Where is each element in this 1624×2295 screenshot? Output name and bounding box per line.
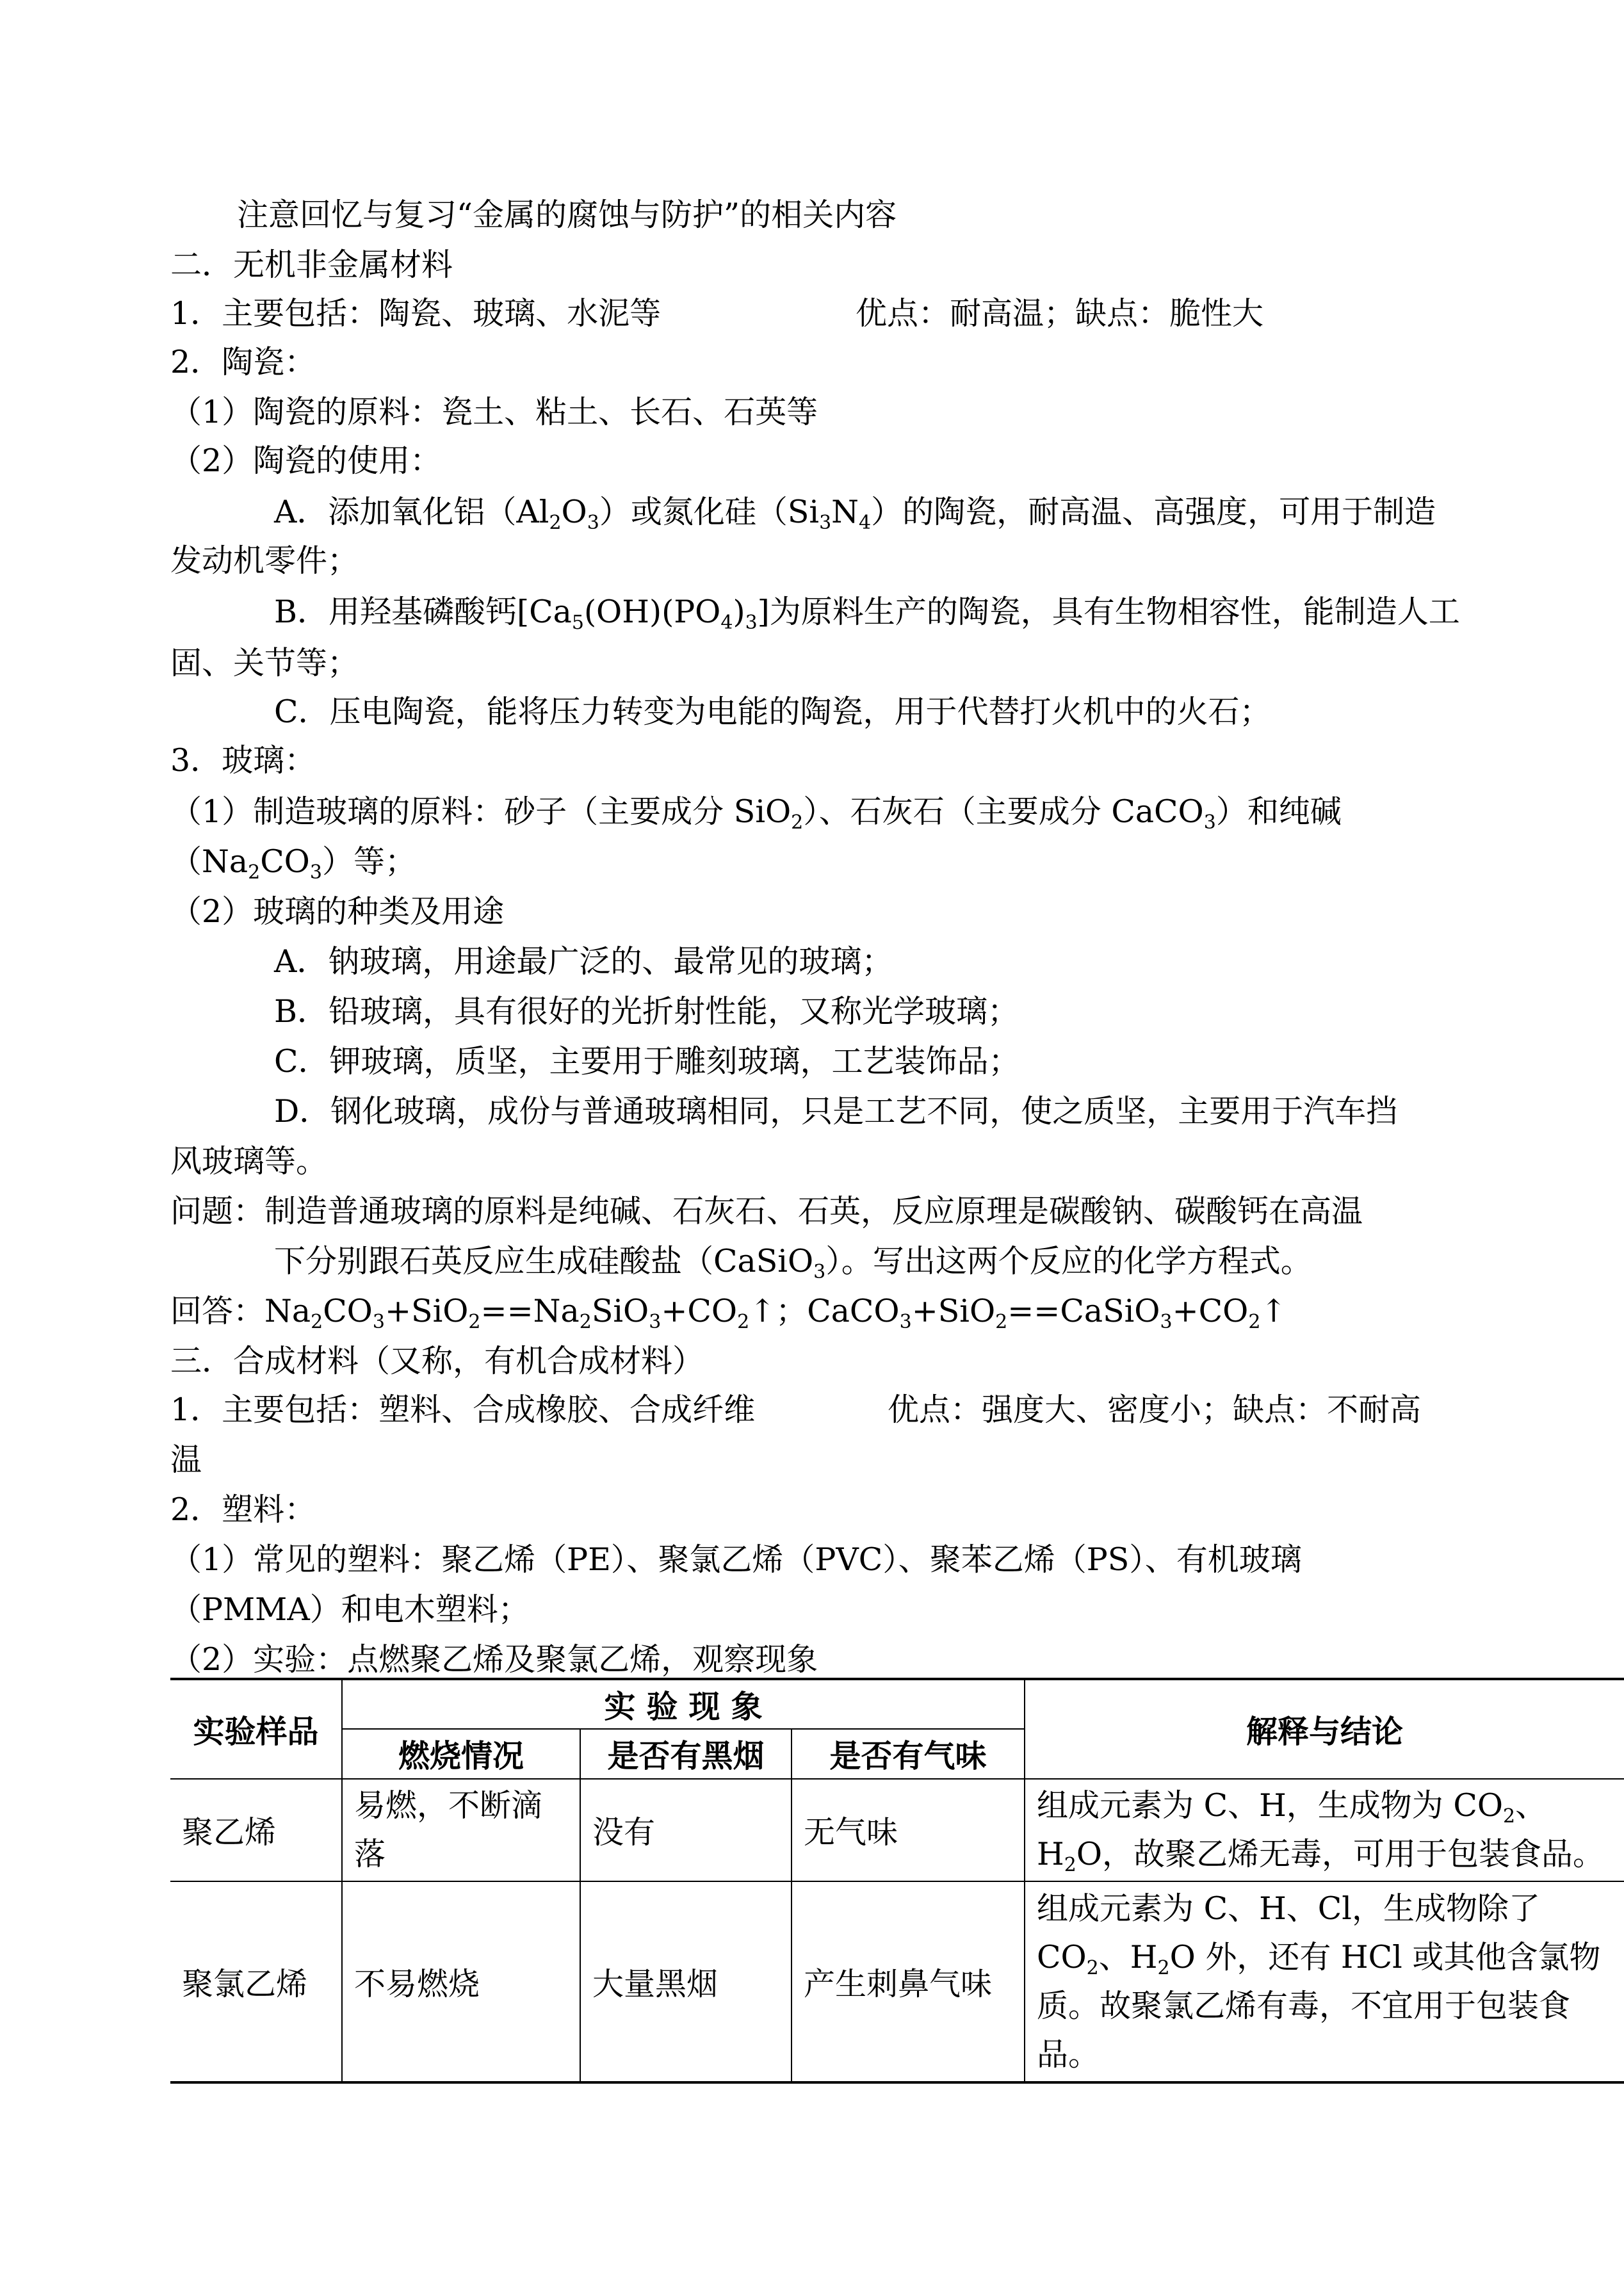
text-span: +CO bbox=[1172, 1293, 1249, 1329]
text-line: （PMMA）和电木塑料； bbox=[170, 1591, 530, 1628]
text-line bbox=[274, 487, 1555, 538]
text-line: D．钢化玻璃，成份与普通玻璃相同，只是工艺不同，使之质坚，主要用于汽车挡 bbox=[274, 1093, 1398, 1130]
text-span: ）和纯碱 bbox=[1215, 793, 1342, 830]
header-black-smoke: 是否有黑烟 bbox=[580, 1729, 792, 1779]
text-line: （1）常见的塑料：聚乙烯（PE）、聚氯乙烯（PVC）、聚苯乙烯（PS）、有机玻璃 bbox=[170, 1541, 1302, 1578]
cell-burning: 不易燃烧 bbox=[342, 1881, 580, 2082]
text-span: +CO bbox=[661, 1293, 738, 1329]
experiment-table bbox=[170, 1678, 1624, 2084]
cell-conclusion bbox=[1025, 1779, 1624, 1881]
section-heading: 二．无机非金属材料 bbox=[170, 247, 453, 283]
text-span: +SiO bbox=[384, 1293, 469, 1329]
text-span: ↑；CaCO bbox=[749, 1293, 900, 1329]
text-line: A．钠玻璃，用途最广泛的、最常见的玻璃； bbox=[274, 943, 893, 980]
subscript: 2 bbox=[311, 1311, 323, 1333]
text-span: +SiO bbox=[911, 1293, 996, 1329]
text-span: CO bbox=[260, 843, 310, 880]
text-span: O bbox=[561, 494, 587, 530]
subscript: 4 bbox=[859, 512, 872, 534]
table-row bbox=[170, 1779, 1624, 1881]
text-line: 注意回忆与复习“金属的腐蚀与防护”的相关内容 bbox=[237, 197, 897, 233]
cell-sample: 聚乙烯 bbox=[170, 1779, 342, 1881]
subscript: 3 bbox=[819, 512, 832, 534]
subscript: 2 bbox=[1503, 1805, 1516, 1828]
subscript: 3 bbox=[899, 1311, 912, 1333]
text-span: ）的陶瓷，耐高温、高强度，可用于制造 bbox=[871, 494, 1436, 530]
text-span: O，故聚乙烯无毒，可用于包装食品。 bbox=[1076, 1836, 1604, 1872]
text-span: O 外，还有 HCl 或其他含氯物质。故聚氯乙烯有毒，不宜用于包装食品。 bbox=[1037, 1938, 1601, 2073]
text-span: 优点：耐高温；缺点：脆性大 bbox=[856, 295, 1264, 332]
subscript: 2 bbox=[1086, 1956, 1099, 1979]
text-line: B．铅玻璃，具有很好的光折射性能，又称光学玻璃； bbox=[274, 993, 1019, 1030]
subscript: 2 bbox=[248, 861, 261, 884]
text-line: C．钾玻璃，质坚，主要用于雕刻玻璃，工艺装饰品； bbox=[274, 1043, 1020, 1080]
text-span: 1．主要包括：陶瓷、玻璃、水泥等 bbox=[170, 295, 662, 332]
text-line bbox=[170, 786, 1451, 838]
subscript: 2 bbox=[468, 1311, 481, 1333]
text-span: ）等； bbox=[321, 843, 416, 880]
text-line: （2）陶瓷的使用： bbox=[170, 442, 442, 479]
text-line: （2）玻璃的种类及用途 bbox=[170, 893, 505, 930]
text-span: 、H bbox=[1037, 1787, 1547, 1872]
cell-black-smoke: 大量黑烟 bbox=[580, 1881, 792, 2082]
text-span: （1）制造玻璃的原料：砂子（主要成分 SiO bbox=[170, 793, 792, 830]
text-span: 下分别跟石英反应生成硅酸盐（CaSiO bbox=[274, 1243, 814, 1279]
header-sample: 实验样品 bbox=[170, 1679, 342, 1779]
text-span: CO bbox=[323, 1293, 373, 1329]
text-span: N bbox=[831, 494, 859, 530]
text-span: ）。写出这两个反应的化学方程式。 bbox=[825, 1243, 1312, 1279]
text-line bbox=[170, 1384, 1451, 1436]
header-smell: 是否有气味 bbox=[792, 1729, 1025, 1779]
text-line: B．用羟基磷酸钙$[Ca_5(OH)(PO_4)_3]$为原料生产的陶瓷，具有生物相容性，能制造人工 bbox=[274, 594, 1460, 634]
text-line: 2．陶瓷： bbox=[170, 344, 316, 380]
answer-line bbox=[170, 1286, 1451, 1337]
text-line bbox=[170, 836, 1451, 888]
text-span: B．用羟基磷酸钙[Ca bbox=[274, 594, 572, 630]
text-span: 1．主要包括：塑料、合成橡胶、合成纤维 bbox=[170, 1391, 756, 1428]
text-line: 3．玻璃： bbox=[170, 742, 316, 779]
subscript: 3 bbox=[1160, 1311, 1173, 1333]
text-span: A．添加氧化铝（Al bbox=[274, 494, 549, 530]
question-line: 问题：制造普通玻璃的原料是纯碱、石灰石、石英，反应原理是碳酸钠、碳酸钙在高温 bbox=[170, 1193, 1363, 1229]
subscript: 4 bbox=[720, 612, 733, 634]
text-span: ]为原料生产的陶瓷，具有生物相容性，能制造人工 bbox=[757, 594, 1460, 630]
text-span: ）或氮化硅（Si bbox=[599, 494, 820, 530]
text-span: ==CaSiO bbox=[1007, 1293, 1160, 1329]
text-line bbox=[170, 288, 1451, 339]
header-burning: 燃烧情况 bbox=[342, 1729, 580, 1779]
subscript: 5 bbox=[571, 612, 584, 634]
subscript: 3 bbox=[649, 1311, 662, 1333]
text-line: （1）陶瓷的原料：瓷土、粘土、长石、石英等 bbox=[170, 394, 818, 430]
text-span: (OH)(PO bbox=[583, 594, 721, 630]
text-line: 固、关节等； bbox=[170, 645, 359, 681]
text-line: 风玻璃等。 bbox=[170, 1143, 328, 1180]
subscript: 2 bbox=[1248, 1311, 1261, 1333]
text-span: ==Na bbox=[480, 1293, 580, 1329]
section-heading: 三．合成材料（又称，有机合成材料） bbox=[170, 1343, 704, 1379]
subscript: 3 bbox=[745, 612, 758, 634]
text-span: （Na bbox=[170, 843, 248, 880]
header-conclusion: 解释与结论 bbox=[1025, 1679, 1624, 1779]
text-span: ）、石灰石（主要成分 CaCO bbox=[803, 793, 1204, 830]
subscript: 2 bbox=[1064, 1854, 1076, 1876]
text-span: 组成元素为 C、H、Cl，生成物除了 CO bbox=[1037, 1890, 1540, 1975]
subscript: 3 bbox=[372, 1311, 385, 1333]
header-phenomenon: 实 验 现 象 bbox=[342, 1679, 1025, 1729]
subscript: 2 bbox=[549, 512, 562, 534]
cell-sample: 聚氯乙烯 bbox=[170, 1881, 342, 2082]
text-span: ↑ bbox=[1260, 1293, 1287, 1329]
subscript: 2 bbox=[737, 1311, 750, 1333]
cell-black-smoke: 没有 bbox=[580, 1779, 792, 1881]
text-line: 发动机零件； bbox=[170, 542, 359, 579]
subscript: 3 bbox=[309, 861, 322, 884]
subscript: 3 bbox=[813, 1261, 826, 1283]
text-line: （2）实验：点燃聚乙烯及聚氯乙烯，观察现象 bbox=[170, 1641, 818, 1678]
table-row bbox=[170, 1881, 1624, 2082]
cell-burning: 易燃，不断滴落 bbox=[342, 1779, 580, 1881]
text-span: SiO bbox=[591, 1293, 649, 1329]
text-line: 温 bbox=[170, 1441, 202, 1478]
cell-smell: 产生刺鼻气味 bbox=[792, 1881, 1025, 2082]
text-line: 2．塑料： bbox=[170, 1491, 316, 1528]
subscript: 2 bbox=[1157, 1956, 1170, 1979]
text-span: 、H bbox=[1098, 1938, 1158, 1975]
text-span: 回答：Na bbox=[170, 1293, 311, 1329]
subscript: 2 bbox=[579, 1311, 592, 1333]
subscript: 2 bbox=[995, 1311, 1008, 1333]
text-line: C．压电陶瓷，能将压力转变为电能的陶瓷，用于代替打火机中的火石； bbox=[274, 693, 1271, 730]
text-span: 组成元素为 C、H，生成物为 CO bbox=[1037, 1787, 1504, 1824]
text-span: 优点：强度大、密度小；缺点：不耐高 bbox=[888, 1391, 1422, 1428]
cell-smell: 无气味 bbox=[792, 1779, 1025, 1881]
cell-conclusion bbox=[1025, 1881, 1624, 2082]
subscript: 3 bbox=[1203, 811, 1216, 834]
subscript: 3 bbox=[587, 512, 599, 534]
subscript: 2 bbox=[791, 811, 804, 834]
question-line bbox=[274, 1236, 1555, 1287]
